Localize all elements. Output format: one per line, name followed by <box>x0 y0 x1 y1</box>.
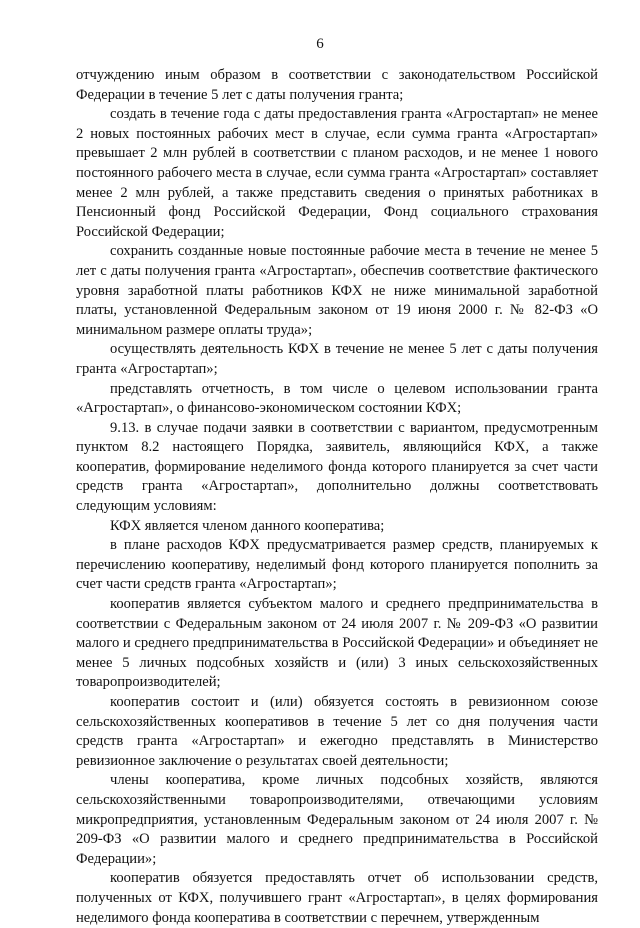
paragraph-audit-union: кооператив состоит и (или) обязуется состоять в ревизионном союзе сельскохозяйственных кооперативов в течение 5 лет со дня получения части средств гранта «Агростартап» и ежегодно представлять в Министерство ревизионное заключение о результатах своей деятельности; <box>76 694 598 769</box>
paragraph-reporting: представлять отчетность, в том числе о целевом использовании гранта «Агростартап», о финансово-экономическом состоянии КФХ; <box>76 380 598 417</box>
paragraph-expense-plan: в плане расходов КФХ предусматривается размер средств, планируемых к перечислению кооперативу, неделимый фонд которого планируется пополнить за счет части средств гранта «Агростартап»; <box>76 537 598 593</box>
paragraph-members: члены кооператива, кроме личных подсобных хозяйств, являются сельскохозяйственными товаропроизводителями, отвечающими условиям микропредприятия, установленным Федеральным законом от 24 июля 2007 г. № 209-ФЗ «О развитии малого и среднего предпринимательства в Российской Федерации»; <box>76 772 598 867</box>
paragraph-activity-term: осуществлять деятельность КФХ в течение не менее 5 лет с даты получения гранта «Агростартап»; <box>76 341 598 377</box>
paragraph-clause-9-13: 9.13. в случае подачи заявки в соответствии с вариантом, предусмотренным пунктом 8.2 настоящего Порядка, заявитель, являющийся КФХ, а также кооператив, формирование неделимого фонда которого планируется за счет части средств гранта «Агростартап», дополнительно должны соответствовать следующим условиям: <box>76 419 598 515</box>
page-number: 6 <box>316 36 324 52</box>
paragraph-continuation: отчуждению иным образом в соответствии с законодательством Российской Федерации в течение 5 лет с даты получения гранта; <box>76 67 598 103</box>
paragraph-keep-jobs: сохранить созданные новые постоянные рабочие места в течение не менее 5 лет с даты получения гранта «Агростартап», обеспечив соответствие фактического уровня заработной платы работников КФХ не ниже минимальной заработной платы, установленной Федеральным законом от 19 июня 2000 г. № 82-ФЗ «О минимальном размере оплаты труда»; <box>76 243 598 338</box>
document-body <box>76 66 598 928</box>
paragraph-cooperative-report: кооператив обязуется предоставлять отчет об использовании средств, полученных от КФХ, получившего грант «Агростартап», в целях формирования неделимого фонда кооператива в соответствии с перечнем, утвержденным <box>76 870 598 926</box>
paragraph-create-jobs: создать в течение года с даты предоставления гранта «Агростартап» не менее 2 новых постоянных рабочих мест в случае, если сумма гранта «Агростартап» превышает 2 млн рублей в соответствии с планом расходов, и не менее 1 нового постоянного рабочего места в случае, если сумма гранта «Агростартап» составляет менее 2 млн рублей, а также представить сведения о принятых работниках в Пенсионный фонд Российской Федерации, Фонд социального страхования Российской Федерации; <box>76 106 598 240</box>
paragraph-kfh-member: КФХ является членом данного кооператива; <box>110 517 385 534</box>
paragraph-cooperative-sme: кооператив является субъектом малого и среднего предпринимательства в соответствии с Федеральным законом от 24 июля 2007 г. № 209-ФЗ «О развитии малого и среднего предпринимательства в Российской Федерации» и объединяет не менее 5 личных подсобных хозяйств и (или) 3 иных сельскохозяйственных товаропроизводителей; <box>76 596 598 691</box>
